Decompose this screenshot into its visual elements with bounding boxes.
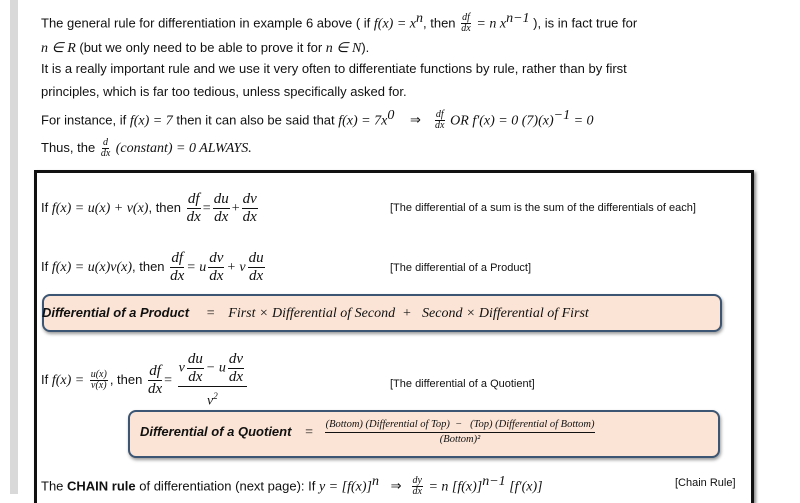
- numerator: dv: [228, 350, 244, 367]
- fraction: [242, 191, 258, 226]
- math: First × Differential of Second + Second × Differential of First: [228, 306, 589, 321]
- numerator: du: [213, 191, 229, 208]
- fraction: [170, 250, 184, 285]
- intro-line-3: It is a really important rule and we use it very often to differentiate functions by rule, rather than by first: [41, 61, 627, 76]
- denominator: dx: [170, 268, 185, 285]
- math: [f′(x)]: [505, 479, 543, 495]
- numerator: df: [187, 191, 200, 208]
- numerator: df: [435, 109, 444, 121]
- intro-line-1: [41, 11, 637, 34]
- math: = n x: [472, 16, 507, 32]
- text: of differentiation (next page): If: [135, 478, 319, 494]
- numerator: dv: [242, 191, 257, 208]
- math-sup: n: [416, 11, 423, 26]
- fraction: [208, 250, 224, 285]
- fraction: [213, 191, 230, 226]
- math: v: [206, 393, 214, 409]
- math-sup: −1: [553, 108, 571, 123]
- text: The general rule for differentiation in example 6 above ( if: [41, 15, 374, 31]
- denominator: dx: [461, 23, 471, 35]
- denominator: dx: [228, 368, 244, 385]
- math: = n [f(x)]: [424, 479, 483, 495]
- fraction: [248, 250, 265, 285]
- denominator: dx: [186, 209, 201, 226]
- denominator: dx: [188, 368, 203, 385]
- numerator: df: [462, 12, 470, 24]
- label: Differential of a Quotient: [140, 424, 292, 439]
- math: =: [305, 425, 313, 440]
- math: OR f′(x) = 0 (7)(x): [446, 113, 554, 129]
- numerator: du: [187, 350, 203, 367]
- product-rule: [41, 249, 267, 286]
- text: If: [41, 372, 52, 387]
- math: f(x) = x: [373, 16, 416, 32]
- denominator: (Bottom)²: [439, 434, 481, 446]
- math-sup: 0: [387, 108, 395, 123]
- math: f(x) =: [51, 373, 88, 388]
- denominator: dx: [214, 209, 229, 226]
- intro-line-4: principles, which is far too tedious, unless specifically asked for.: [41, 84, 407, 99]
- fraction: [187, 191, 201, 226]
- denominator: dx: [209, 268, 224, 285]
- math: (constant) = 0 ALWAYS.: [112, 140, 252, 156]
- numerator: dv: [209, 250, 224, 267]
- text: , then: [132, 259, 169, 274]
- text: , then: [423, 15, 460, 31]
- math: − u: [205, 360, 226, 376]
- denominator: v(x): [91, 380, 107, 392]
- text: ).: [361, 40, 370, 55]
- label: Differential of a Product: [42, 305, 190, 320]
- implies-arrow-icon: ⇒: [409, 112, 421, 128]
- math: =: [164, 373, 173, 388]
- math: +: [231, 201, 240, 216]
- text: then it can also be said that: [172, 112, 339, 128]
- numerator: u(x): [90, 369, 107, 381]
- chain-rule-note: [Chain Rule]: [675, 477, 736, 489]
- math-sup: n−1: [482, 474, 506, 489]
- product-rule-note: [The differential of a Product]: [390, 262, 532, 274]
- numerator: df: [171, 250, 184, 267]
- fraction: [461, 13, 471, 34]
- text: The: [41, 478, 68, 494]
- math: v: [178, 360, 185, 376]
- denominator: dx: [147, 381, 163, 398]
- math-sup: n−1: [506, 11, 530, 26]
- math: f(x) = u(x)v(x): [51, 260, 133, 275]
- numerator: df: [149, 363, 161, 380]
- text: If: [41, 259, 52, 274]
- numerator: d: [103, 137, 109, 148]
- intro-line-5: [41, 108, 594, 131]
- sum-rule-note: [The differential of a sum is the sum of the differentials of each]: [390, 202, 696, 214]
- text-bold: CHAIN rule: [67, 478, 136, 494]
- numerator: dy: [412, 475, 422, 487]
- numerator: du: [248, 250, 264, 267]
- math: y = [f(x)]: [318, 479, 372, 495]
- math: =: [206, 306, 215, 321]
- math: n ∈ N: [325, 41, 362, 56]
- intro-line-2: [41, 40, 369, 57]
- text: (but we only need to be able to prove it for: [75, 40, 326, 55]
- math: =: [202, 201, 211, 216]
- math: + v: [226, 260, 246, 275]
- text: If: [41, 200, 52, 215]
- quotient-rule-note: [The differential of a Quotient]: [390, 378, 535, 390]
- implies-arrow-icon: ⇒: [390, 478, 402, 494]
- numerator: (Bottom) (Differential of Top) − (Top) (Differential of Bottom): [325, 418, 596, 433]
- math: = 0: [570, 113, 594, 129]
- product-rule-summary: [42, 305, 589, 322]
- denominator: dx: [242, 209, 257, 226]
- text: For instance, if: [41, 112, 130, 128]
- quotient-fraction: [178, 351, 247, 411]
- math: n ∈ R: [41, 41, 76, 56]
- text: , then: [148, 200, 185, 215]
- sum-rule: [41, 190, 260, 227]
- denominator: dx: [100, 148, 111, 159]
- denominator: dx: [412, 486, 422, 498]
- fraction: [228, 351, 244, 386]
- quotient-rule: [41, 345, 249, 416]
- math: = u: [186, 260, 207, 275]
- fraction: [148, 363, 162, 398]
- math-sup: 2: [213, 390, 218, 401]
- intro-line-6: [41, 138, 252, 159]
- text: , then: [109, 372, 146, 387]
- numerator: [178, 351, 247, 387]
- math: f(x) = 7: [129, 113, 173, 129]
- math: f(x) = 7x: [338, 113, 388, 129]
- math-sup: n: [371, 474, 379, 489]
- text: Thus, the: [41, 139, 99, 155]
- fraction: [325, 418, 596, 447]
- page-gutter: [10, 0, 18, 494]
- text: ), is in fact true for: [529, 15, 638, 31]
- fraction: [187, 351, 204, 386]
- fraction: [412, 476, 423, 497]
- denominator: dx: [249, 268, 264, 285]
- quotient-rule-summary: [140, 417, 597, 448]
- denominator: dx: [435, 120, 445, 132]
- fraction: [90, 370, 108, 391]
- fraction: [101, 138, 110, 159]
- fraction: [435, 110, 445, 131]
- denominator: [207, 387, 218, 411]
- math: f(x) = u(x) + v(x): [51, 201, 149, 216]
